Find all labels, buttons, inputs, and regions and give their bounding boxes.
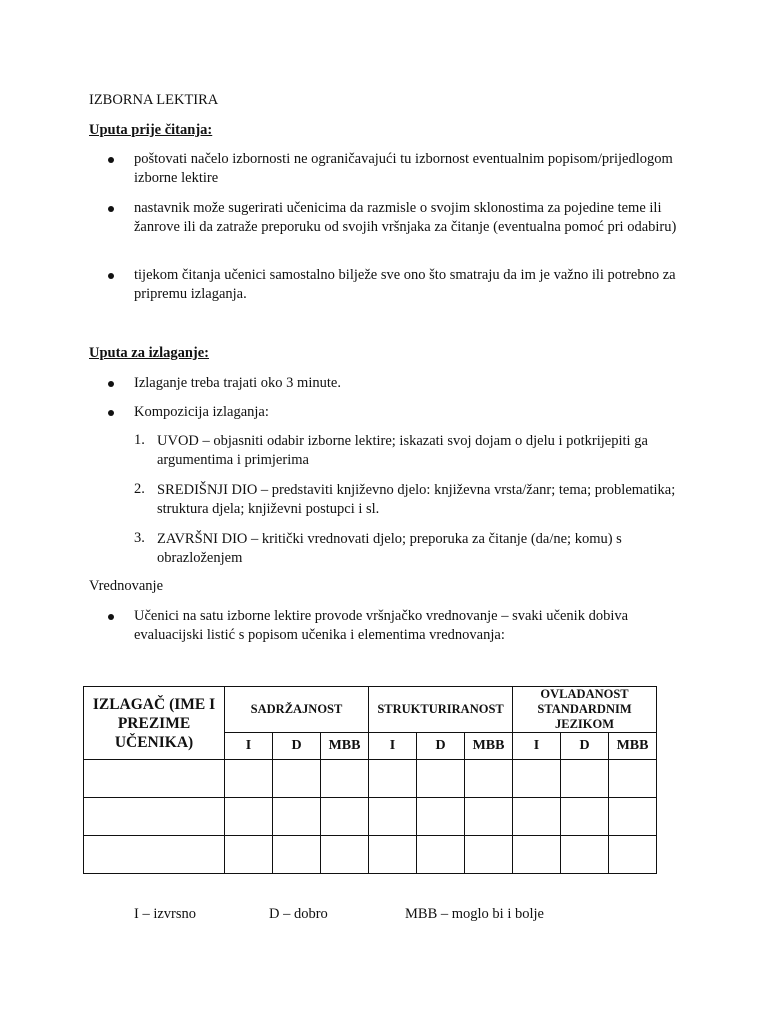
sub-header: I <box>513 733 561 760</box>
table-cell <box>84 798 225 836</box>
bullet-icon <box>108 157 116 165</box>
table-cell <box>225 836 273 874</box>
table-cell <box>84 836 225 874</box>
table-cell <box>273 836 321 874</box>
table-row <box>84 798 657 836</box>
sub-header: D <box>417 733 465 760</box>
presenter-column-header: IZLAGAČ (IME I PREZIME UČENIKA) <box>84 687 225 760</box>
section-heading-presentation: Uputa za izlaganje: <box>89 345 210 361</box>
table-cell <box>369 798 417 836</box>
ordered-item: SREDIŠNJI DIO – predstaviti književno djelo: književna vrsta/žanr; tema; problematika; struktura djela; književni postupci i sl. <box>157 482 676 517</box>
sub-header: D <box>561 733 609 760</box>
table-cell <box>417 798 465 836</box>
table-cell <box>561 760 609 798</box>
table-cell <box>465 760 513 798</box>
table-cell <box>273 798 321 836</box>
sub-header: I <box>225 733 273 760</box>
list-item: Učenici na satu izborne lektire provode vršnjačko vrednovanje – svaki učenik dobiva evaluacijski listić s popisom učenika i elementima vrednovanja: <box>134 608 629 643</box>
bullet-icon <box>108 206 116 214</box>
table-cell <box>321 798 369 836</box>
table-cell <box>513 836 561 874</box>
group-header-structure: STRUKTURIRANOST <box>369 687 513 733</box>
table-cell <box>417 836 465 874</box>
table-cell <box>513 798 561 836</box>
list-item: nastavnik može sugerirati učenicima da razmisle o svojim sklonostima za pojedine teme ili žanrove ili da zatraže preporuku od svojih vršnjaka za čitanje (eventualna pomoć pri odabiru) <box>134 200 677 235</box>
table-row <box>84 760 657 798</box>
list-item: Izlaganje treba trajati oko 3 minute. <box>134 375 341 391</box>
table-cell <box>369 760 417 798</box>
bullet-icon <box>108 381 116 389</box>
ordered-number: 2. <box>134 481 145 497</box>
ordered-item: ZAVRŠNI DIO – kritički vrednovati djelo; preporuka za čitanje (da/ne; komu) s obrazloženjem <box>157 531 622 566</box>
sub-header: MBB <box>321 733 369 760</box>
list-item: Kompozicija izlaganja: <box>134 404 269 420</box>
group-header-language: OVLADANOST STANDARDNIM JEZIKOM <box>513 687 657 733</box>
table-row <box>84 836 657 874</box>
group-header-content: SADRŽAJNOST <box>225 687 369 733</box>
sub-header: MBB <box>465 733 513 760</box>
table-cell <box>321 760 369 798</box>
ordered-item: UVOD – objasniti odabir izborne lektire; iskazati svoj dojam o djelu i potkrijepiti ga argumentima i primjerima <box>157 433 648 468</box>
bullet-icon <box>108 410 116 418</box>
table-cell <box>561 836 609 874</box>
table-cell <box>609 836 657 874</box>
ordered-number: 1. <box>134 432 145 448</box>
document-title: IZBORNA LEKTIRA <box>89 92 219 108</box>
table-cell <box>225 760 273 798</box>
table-cell <box>513 760 561 798</box>
table-cell <box>225 798 273 836</box>
table-cell <box>273 760 321 798</box>
sub-header: I <box>369 733 417 760</box>
legend-good: D – dobro <box>269 906 328 922</box>
ordered-number: 3. <box>134 530 145 546</box>
section-heading-before-reading: Uputa prije čitanja: <box>89 122 213 138</box>
bullet-icon <box>108 273 116 281</box>
table-cell <box>369 836 417 874</box>
sub-header: MBB <box>609 733 657 760</box>
table-cell <box>321 836 369 874</box>
list-item: poštovati načelo izbornosti ne ograničavajući tu izbornost eventualnim popisom/prijedlogom izborne lektire <box>134 151 673 186</box>
table-cell <box>465 836 513 874</box>
bullet-icon <box>108 614 116 622</box>
table-cell <box>465 798 513 836</box>
table-cell <box>561 798 609 836</box>
table-cell <box>609 798 657 836</box>
evaluation-table <box>83 686 657 874</box>
table-cell <box>609 760 657 798</box>
evaluation-label: Vrednovanje <box>89 578 164 594</box>
table-cell <box>84 760 225 798</box>
legend-could-be-better: MBB – moglo bi i bolje <box>405 906 544 922</box>
table-cell <box>417 760 465 798</box>
legend-excellent: I – izvrsno <box>134 906 197 922</box>
list-item: tijekom čitanja učenici samostalno bilježe sve ono što smatraju da im je važno ili potrebno za pripremu izlaganja. <box>134 267 676 302</box>
sub-header: D <box>273 733 321 760</box>
